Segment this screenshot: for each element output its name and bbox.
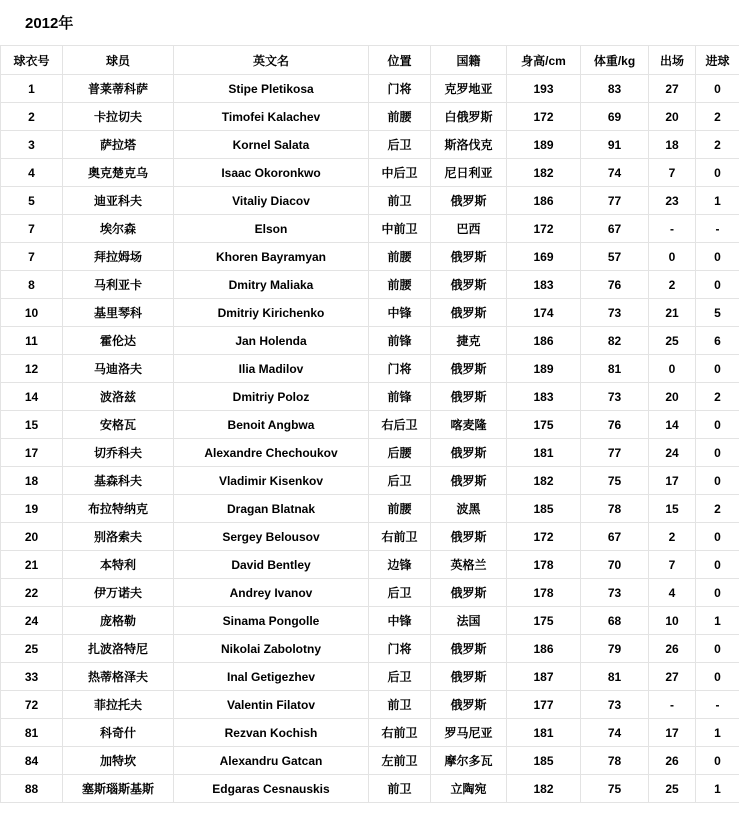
cell-player-name: 切乔科夫: [63, 439, 174, 467]
cell-jersey-number: 88: [1, 775, 63, 803]
cell-height: 175: [507, 607, 581, 635]
cell-appearances: 20: [649, 103, 696, 131]
cell-height: 182: [507, 467, 581, 495]
cell-jersey-number: 72: [1, 691, 63, 719]
cell-goals: 2: [696, 383, 739, 411]
table-row: [1, 75, 739, 103]
cell-english-name: Jan Holenda: [174, 327, 369, 355]
cell-height: 175: [507, 411, 581, 439]
cell-player-name: 波洛兹: [63, 383, 174, 411]
cell-goals: -: [696, 691, 739, 719]
cell-height: 182: [507, 159, 581, 187]
table-row: [1, 131, 739, 159]
cell-goals: 1: [696, 719, 739, 747]
cell-goals: 6: [696, 327, 739, 355]
cell-goals: 1: [696, 187, 739, 215]
cell-english-name: Stipe Pletikosa: [174, 75, 369, 103]
cell-jersey-number: 18: [1, 467, 63, 495]
cell-jersey-number: 25: [1, 635, 63, 663]
cell-weight: 81: [581, 355, 649, 383]
cell-appearances: 7: [649, 159, 696, 187]
cell-height: 185: [507, 495, 581, 523]
cell-nationality: 俄罗斯: [431, 299, 507, 327]
header-row: [1, 46, 739, 75]
cell-appearances: 4: [649, 579, 696, 607]
cell-player-name: 别洛索夫: [63, 523, 174, 551]
cell-nationality: 立陶宛: [431, 775, 507, 803]
cell-weight: 78: [581, 747, 649, 775]
cell-weight: 77: [581, 187, 649, 215]
column-header-weight: 体重/kg: [581, 46, 649, 75]
cell-position: 前卫: [369, 187, 431, 215]
cell-english-name: Dragan Blatnak: [174, 495, 369, 523]
table-row: [1, 271, 739, 299]
cell-height: 181: [507, 719, 581, 747]
cell-player-name: 普莱蒂科萨: [63, 75, 174, 103]
cell-position: 门将: [369, 75, 431, 103]
cell-english-name: Dmitry Maliaka: [174, 271, 369, 299]
cell-position: 后腰: [369, 439, 431, 467]
table-row: [1, 691, 739, 719]
cell-weight: 73: [581, 691, 649, 719]
cell-weight: 74: [581, 159, 649, 187]
cell-english-name: Timofei Kalachev: [174, 103, 369, 131]
cell-position: 中锋: [369, 607, 431, 635]
cell-weight: 81: [581, 663, 649, 691]
cell-weight: 83: [581, 75, 649, 103]
cell-english-name: Alexandru Gatcan: [174, 747, 369, 775]
cell-weight: 57: [581, 243, 649, 271]
players-table: [0, 45, 739, 803]
cell-goals: 1: [696, 607, 739, 635]
cell-position: 左前卫: [369, 747, 431, 775]
cell-appearances: 0: [649, 243, 696, 271]
cell-appearances: 23: [649, 187, 696, 215]
table-row: [1, 467, 739, 495]
cell-weight: 73: [581, 383, 649, 411]
cell-english-name: Vladimir Kisenkov: [174, 467, 369, 495]
cell-jersey-number: 2: [1, 103, 63, 131]
table-row: [1, 747, 739, 775]
cell-appearances: 0: [649, 355, 696, 383]
cell-nationality: 波黑: [431, 495, 507, 523]
cell-position: 后卫: [369, 579, 431, 607]
cell-appearances: 24: [649, 439, 696, 467]
table-row: [1, 775, 739, 803]
cell-jersey-number: 12: [1, 355, 63, 383]
cell-appearances: 27: [649, 663, 696, 691]
cell-height: 186: [507, 187, 581, 215]
cell-appearances: 14: [649, 411, 696, 439]
cell-jersey-number: 17: [1, 439, 63, 467]
cell-nationality: 克罗地亚: [431, 75, 507, 103]
cell-appearances: 26: [649, 747, 696, 775]
cell-player-name: 卡拉切夫: [63, 103, 174, 131]
cell-english-name: Dmitriy Kirichenko: [174, 299, 369, 327]
cell-appearances: 18: [649, 131, 696, 159]
cell-english-name: Alexandre Chechoukov: [174, 439, 369, 467]
table-row: [1, 411, 739, 439]
cell-height: 183: [507, 383, 581, 411]
cell-player-name: 奥克楚克乌: [63, 159, 174, 187]
table-body: [1, 75, 739, 803]
cell-english-name: Rezvan Kochish: [174, 719, 369, 747]
cell-jersey-number: 7: [1, 243, 63, 271]
table-row: [1, 383, 739, 411]
cell-english-name: Ilia Madilov: [174, 355, 369, 383]
table-row: [1, 299, 739, 327]
table-row: [1, 579, 739, 607]
cell-height: 178: [507, 551, 581, 579]
cell-goals: 0: [696, 159, 739, 187]
cell-weight: 76: [581, 411, 649, 439]
cell-nationality: 俄罗斯: [431, 439, 507, 467]
cell-weight: 75: [581, 467, 649, 495]
cell-appearances: 15: [649, 495, 696, 523]
cell-position: 前腰: [369, 271, 431, 299]
cell-jersey-number: 11: [1, 327, 63, 355]
cell-weight: 76: [581, 271, 649, 299]
cell-position: 后卫: [369, 663, 431, 691]
cell-player-name: 科奇什: [63, 719, 174, 747]
cell-appearances: -: [649, 691, 696, 719]
cell-goals: 0: [696, 747, 739, 775]
cell-goals: 0: [696, 551, 739, 579]
cell-nationality: 英格兰: [431, 551, 507, 579]
table-header: [1, 46, 739, 75]
cell-jersey-number: 8: [1, 271, 63, 299]
table-row: [1, 607, 739, 635]
cell-goals: 0: [696, 411, 739, 439]
cell-goals: 0: [696, 75, 739, 103]
cell-nationality: 俄罗斯: [431, 635, 507, 663]
cell-height: 189: [507, 355, 581, 383]
cell-goals: 0: [696, 635, 739, 663]
cell-weight: 79: [581, 635, 649, 663]
cell-weight: 73: [581, 299, 649, 327]
cell-jersey-number: 5: [1, 187, 63, 215]
column-header-position: 位置: [369, 46, 431, 75]
cell-english-name: Nikolai Zabolotny: [174, 635, 369, 663]
cell-english-name: Inal Getigezhev: [174, 663, 369, 691]
cell-jersey-number: 20: [1, 523, 63, 551]
cell-jersey-number: 4: [1, 159, 63, 187]
cell-nationality: 罗马尼亚: [431, 719, 507, 747]
cell-nationality: 俄罗斯: [431, 187, 507, 215]
cell-player-name: 菲拉托夫: [63, 691, 174, 719]
cell-goals: 2: [696, 103, 739, 131]
cell-nationality: 俄罗斯: [431, 579, 507, 607]
cell-height: 182: [507, 775, 581, 803]
page-title: 2012年: [25, 15, 74, 32]
cell-goals: 1: [696, 775, 739, 803]
cell-position: 前腰: [369, 243, 431, 271]
cell-goals: -: [696, 215, 739, 243]
cell-jersey-number: 84: [1, 747, 63, 775]
cell-position: 前腰: [369, 495, 431, 523]
cell-player-name: 热蒂格泽夫: [63, 663, 174, 691]
cell-english-name: Dmitriy Poloz: [174, 383, 369, 411]
cell-english-name: Isaac Okoronkwo: [174, 159, 369, 187]
cell-english-name: Valentin Filatov: [174, 691, 369, 719]
cell-position: 右前卫: [369, 719, 431, 747]
cell-jersey-number: 7: [1, 215, 63, 243]
cell-position: 门将: [369, 635, 431, 663]
cell-jersey-number: 1: [1, 75, 63, 103]
cell-english-name: Khoren Bayramyan: [174, 243, 369, 271]
cell-goals: 2: [696, 131, 739, 159]
column-header-nationality: 国籍: [431, 46, 507, 75]
cell-nationality: 俄罗斯: [431, 523, 507, 551]
cell-appearances: 20: [649, 383, 696, 411]
cell-nationality: 捷克: [431, 327, 507, 355]
table-row: [1, 635, 739, 663]
cell-jersey-number: 33: [1, 663, 63, 691]
cell-nationality: 俄罗斯: [431, 243, 507, 271]
cell-player-name: 拜拉姆场: [63, 243, 174, 271]
cell-english-name: Vitaliy Diacov: [174, 187, 369, 215]
cell-weight: 73: [581, 579, 649, 607]
cell-jersey-number: 10: [1, 299, 63, 327]
cell-weight: 70: [581, 551, 649, 579]
cell-appearances: 27: [649, 75, 696, 103]
cell-english-name: Sergey Belousov: [174, 523, 369, 551]
cell-player-name: 迪亚科夫: [63, 187, 174, 215]
cell-player-name: 布拉特纳克: [63, 495, 174, 523]
cell-height: 172: [507, 103, 581, 131]
cell-position: 前卫: [369, 775, 431, 803]
cell-goals: 2: [696, 495, 739, 523]
cell-appearances: 2: [649, 523, 696, 551]
cell-english-name: David Bentley: [174, 551, 369, 579]
cell-height: 177: [507, 691, 581, 719]
cell-player-name: 马利亚卡: [63, 271, 174, 299]
column-header-height: 身高/cm: [507, 46, 581, 75]
cell-position: 中锋: [369, 299, 431, 327]
cell-weight: 91: [581, 131, 649, 159]
cell-jersey-number: 22: [1, 579, 63, 607]
cell-height: 183: [507, 271, 581, 299]
cell-height: 186: [507, 327, 581, 355]
cell-height: 186: [507, 635, 581, 663]
cell-appearances: 17: [649, 719, 696, 747]
cell-weight: 67: [581, 215, 649, 243]
cell-english-name: Benoit Angbwa: [174, 411, 369, 439]
cell-nationality: 喀麦隆: [431, 411, 507, 439]
cell-player-name: 萨拉塔: [63, 131, 174, 159]
cell-appearances: 25: [649, 775, 696, 803]
table-row: [1, 327, 739, 355]
cell-appearances: 10: [649, 607, 696, 635]
cell-position: 后卫: [369, 131, 431, 159]
cell-player-name: 霍伦达: [63, 327, 174, 355]
cell-nationality: 白俄罗斯: [431, 103, 507, 131]
cell-position: 中前卫: [369, 215, 431, 243]
cell-player-name: 本特利: [63, 551, 174, 579]
cell-jersey-number: 15: [1, 411, 63, 439]
cell-nationality: 尼日利亚: [431, 159, 507, 187]
column-header-player-name: 球员: [63, 46, 174, 75]
cell-nationality: 巴西: [431, 215, 507, 243]
table-row: [1, 215, 739, 243]
cell-weight: 68: [581, 607, 649, 635]
cell-height: 174: [507, 299, 581, 327]
column-header-jersey-number: 球衣号: [1, 46, 63, 75]
cell-appearances: 17: [649, 467, 696, 495]
table-row: [1, 719, 739, 747]
cell-english-name: Sinama Pongolle: [174, 607, 369, 635]
cell-nationality: 俄罗斯: [431, 355, 507, 383]
table-row: [1, 103, 739, 131]
cell-goals: 0: [696, 243, 739, 271]
cell-weight: 77: [581, 439, 649, 467]
cell-nationality: 俄罗斯: [431, 691, 507, 719]
cell-goals: 0: [696, 663, 739, 691]
table-row: [1, 187, 739, 215]
cell-jersey-number: 24: [1, 607, 63, 635]
cell-appearances: 26: [649, 635, 696, 663]
cell-goals: 5: [696, 299, 739, 327]
table-row: [1, 439, 739, 467]
table-row: [1, 663, 739, 691]
cell-nationality: 法国: [431, 607, 507, 635]
cell-goals: 0: [696, 579, 739, 607]
cell-goals: 0: [696, 271, 739, 299]
column-header-goals: 进球: [696, 46, 739, 75]
table-row: [1, 495, 739, 523]
cell-height: 193: [507, 75, 581, 103]
cell-position: 前腰: [369, 103, 431, 131]
cell-position: 前卫: [369, 691, 431, 719]
table-row: [1, 551, 739, 579]
cell-position: 右前卫: [369, 523, 431, 551]
cell-player-name: 塞斯瑙斯基斯: [63, 775, 174, 803]
cell-player-name: 安格瓦: [63, 411, 174, 439]
cell-position: 前锋: [369, 383, 431, 411]
cell-height: 189: [507, 131, 581, 159]
table-row: [1, 523, 739, 551]
cell-nationality: 摩尔多瓦: [431, 747, 507, 775]
column-header-english-name: 英文名: [174, 46, 369, 75]
cell-player-name: 基森科夫: [63, 467, 174, 495]
cell-goals: 0: [696, 355, 739, 383]
cell-appearances: 25: [649, 327, 696, 355]
cell-goals: 0: [696, 523, 739, 551]
cell-jersey-number: 19: [1, 495, 63, 523]
cell-english-name: Andrey Ivanov: [174, 579, 369, 607]
cell-weight: 74: [581, 719, 649, 747]
cell-english-name: Kornel Salata: [174, 131, 369, 159]
cell-english-name: Edgaras Cesnauskis: [174, 775, 369, 803]
cell-jersey-number: 3: [1, 131, 63, 159]
cell-appearances: 2: [649, 271, 696, 299]
cell-appearances: 7: [649, 551, 696, 579]
cell-height: 172: [507, 215, 581, 243]
cell-player-name: 加特坎: [63, 747, 174, 775]
cell-height: 169: [507, 243, 581, 271]
cell-nationality: 斯洛伐克: [431, 131, 507, 159]
cell-height: 185: [507, 747, 581, 775]
cell-nationality: 俄罗斯: [431, 383, 507, 411]
cell-appearances: 21: [649, 299, 696, 327]
cell-english-name: Elson: [174, 215, 369, 243]
cell-nationality: 俄罗斯: [431, 467, 507, 495]
table-row: [1, 355, 739, 383]
cell-jersey-number: 21: [1, 551, 63, 579]
cell-position: 后卫: [369, 467, 431, 495]
cell-height: 187: [507, 663, 581, 691]
cell-position: 边锋: [369, 551, 431, 579]
table-row: [1, 243, 739, 271]
table-row: [1, 159, 739, 187]
cell-position: 中后卫: [369, 159, 431, 187]
cell-player-name: 扎波洛特尼: [63, 635, 174, 663]
cell-jersey-number: 81: [1, 719, 63, 747]
cell-player-name: 基里琴科: [63, 299, 174, 327]
cell-height: 181: [507, 439, 581, 467]
cell-weight: 82: [581, 327, 649, 355]
cell-nationality: 俄罗斯: [431, 271, 507, 299]
cell-weight: 75: [581, 775, 649, 803]
cell-goals: 0: [696, 439, 739, 467]
cell-player-name: 伊万诺夫: [63, 579, 174, 607]
cell-weight: 78: [581, 495, 649, 523]
column-header-appearances: 出场: [649, 46, 696, 75]
cell-player-name: 埃尔森: [63, 215, 174, 243]
cell-goals: 0: [696, 467, 739, 495]
cell-player-name: 庞格勒: [63, 607, 174, 635]
cell-height: 172: [507, 523, 581, 551]
cell-weight: 69: [581, 103, 649, 131]
cell-position: 右后卫: [369, 411, 431, 439]
cell-position: 门将: [369, 355, 431, 383]
cell-jersey-number: 14: [1, 383, 63, 411]
cell-height: 178: [507, 579, 581, 607]
cell-nationality: 俄罗斯: [431, 663, 507, 691]
cell-player-name: 马迪洛夫: [63, 355, 174, 383]
cell-weight: 67: [581, 523, 649, 551]
cell-position: 前锋: [369, 327, 431, 355]
cell-appearances: -: [649, 215, 696, 243]
